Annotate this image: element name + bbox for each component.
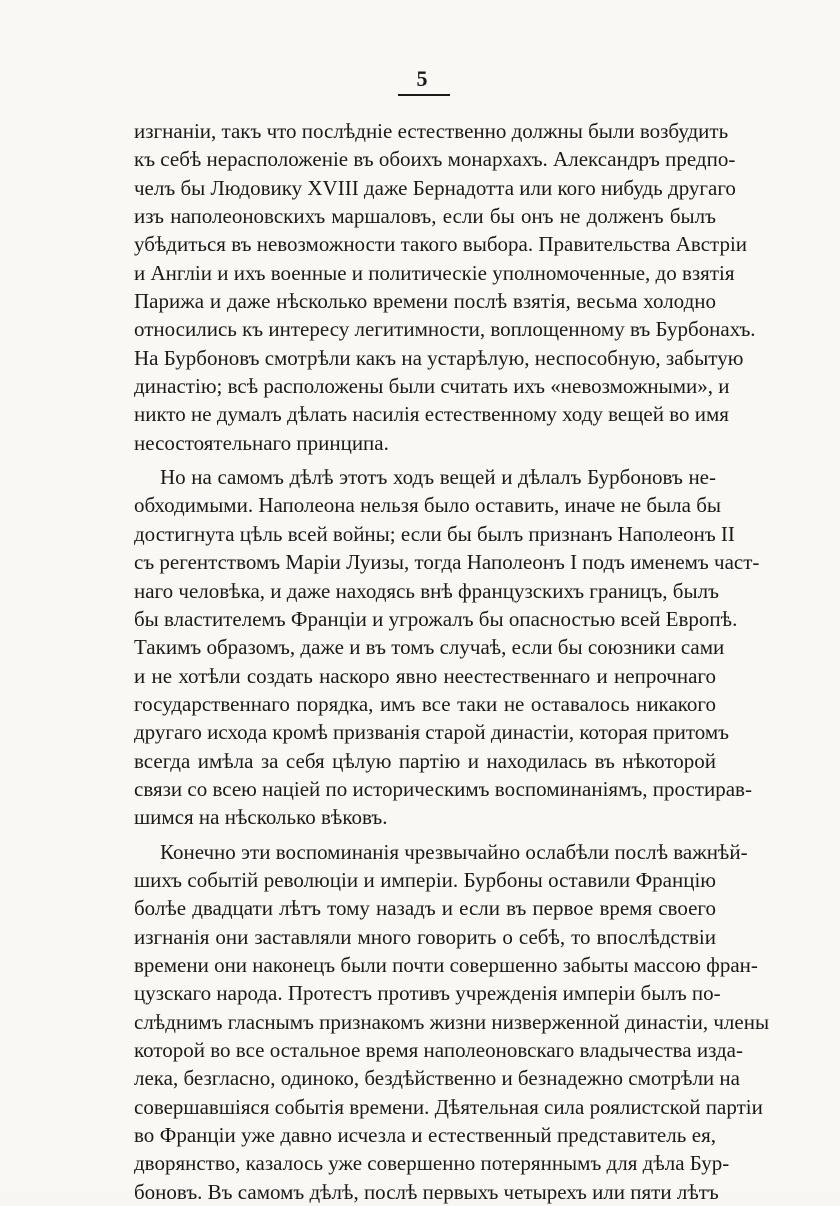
text-line: убѣдиться въ невозможности такого выбора. Правительства Австріи [134, 232, 748, 257]
text-line: совершавшіяся событія времени. Дѣятельная сила роялистской партіи [134, 1094, 763, 1119]
text-line: изъ наполеоновскихъ маршаловъ, если бы онъ не долженъ былъ [134, 204, 716, 229]
text-line: связи со всею націей по историческимъ воспоминаніямъ, простирав- [134, 776, 752, 801]
text-line: боновъ. Въ самомъ дѣлѣ, послѣ первыхъ четырехъ или пяти лѣтъ [134, 1179, 719, 1204]
text-line: Такимъ образомъ, даже и въ томъ случаѣ, если бы союзники сами [134, 635, 725, 660]
text-line: болѣе двадцати лѣтъ тому назадъ и если въ первое время своего [134, 896, 716, 921]
text-line: съ регентствомъ Маріи Луизы, тогда Наполеонъ I подъ именемъ част- [134, 550, 760, 575]
text-line: и Англіи и ихъ военные и политическіе уполномоченные, до взятія [134, 260, 735, 285]
text-line: шимся на нѣсколько вѣковъ. [134, 805, 388, 830]
text-line: шихъ событій революціи и имперіи. Бурбоны оставили Францію [134, 867, 716, 892]
text-line: челъ бы Людовику XVIII даже Бернадотта или кого нибудь другаго [134, 175, 736, 200]
text-line: достигнута цѣль всей войны; если бы былъ признанъ Наполеонъ II [134, 521, 735, 546]
text-line: цузскаго народа. Протестъ противъ учрежденія имперіи былъ по- [134, 981, 721, 1006]
text-line: династію; всѣ расположены были считать ихъ «невозможными», и [134, 374, 730, 399]
page-number-rule [398, 94, 450, 96]
text-line: относились къ интересу легитимности, воплощенному въ Бурбонахъ. [134, 317, 756, 342]
text-line: государственнаго порядка, имъ все таки не оставалось никакого [134, 691, 716, 716]
text-line: Парижа и даже нѣсколько времени послѣ взятія, весьма холодно [134, 289, 716, 314]
text-line: никто не думалъ дѣлать насилія естественному ходу вещей во имя [134, 402, 729, 427]
text-line: лека, безгласно, одиноко, бездѣйственно и безнадежно смотрѣли на [134, 1066, 740, 1091]
text-line: къ себѣ нерасположеніе въ обоихъ монархахъ. Александръ предпо- [134, 147, 736, 172]
text-line: времени они наконецъ были почти совершенно забыты массою фран- [134, 952, 758, 977]
text-line: На Бурбоновъ смотрѣли какъ на устарѣлую, неспособную, забытую [134, 345, 744, 370]
text-line: бы властителемъ Франціи и угрожалъ бы опасностью всей Европѣ. [134, 606, 738, 631]
text-line: всегда имѣла за себя цѣлую партію и находилась въ нѣкоторой [134, 748, 716, 773]
text-line: Конечно эти воспоминанія чрезвычайно ослабѣли послѣ важнѣй- [160, 839, 748, 864]
page-number: 5 [416, 66, 428, 91]
text-line: и не хотѣли создать наскоро явно неестественнаго и непрочнаго [134, 663, 716, 688]
text-line: во Франціи уже давно исчезла и естественный представитель ея, [134, 1123, 716, 1148]
paragraph [134, 463, 760, 831]
text-line: наго человѣка, и даже находясь внѣ французскихъ границъ, былъ [134, 578, 719, 603]
text-line: другаго исхода кромѣ призванія старой династіи, которая притомъ [134, 720, 730, 745]
text-line: обходимыми. Наполеона нельзя было оставить, иначе не была бы [134, 493, 721, 518]
text-line: слѣднимъ гласнымъ признакомъ жизни низверженной династіи, члены [134, 1009, 770, 1034]
paragraph [134, 838, 770, 1206]
text-line: изгнаніи, такъ что послѣдніе естественно должны были возбудить [134, 119, 729, 143]
body-text [134, 117, 770, 1206]
text-line: которой во все остальное время наполеоновскаго владычества изда- [134, 1038, 743, 1062]
text-line: изгнанія они заставляли много говорить о себѣ, то впослѣдствіи [134, 924, 716, 949]
text-line: Но на самомъ дѣлѣ этотъ ходъ вещей и дѣлалъ Бурбоновъ не- [160, 465, 716, 490]
text-line: дворянство, казалось уже совершенно потеряннымъ для дѣла Бур- [134, 1151, 730, 1176]
paragraph [134, 117, 756, 457]
text-line: несостоятельнаго принципа. [134, 430, 389, 455]
